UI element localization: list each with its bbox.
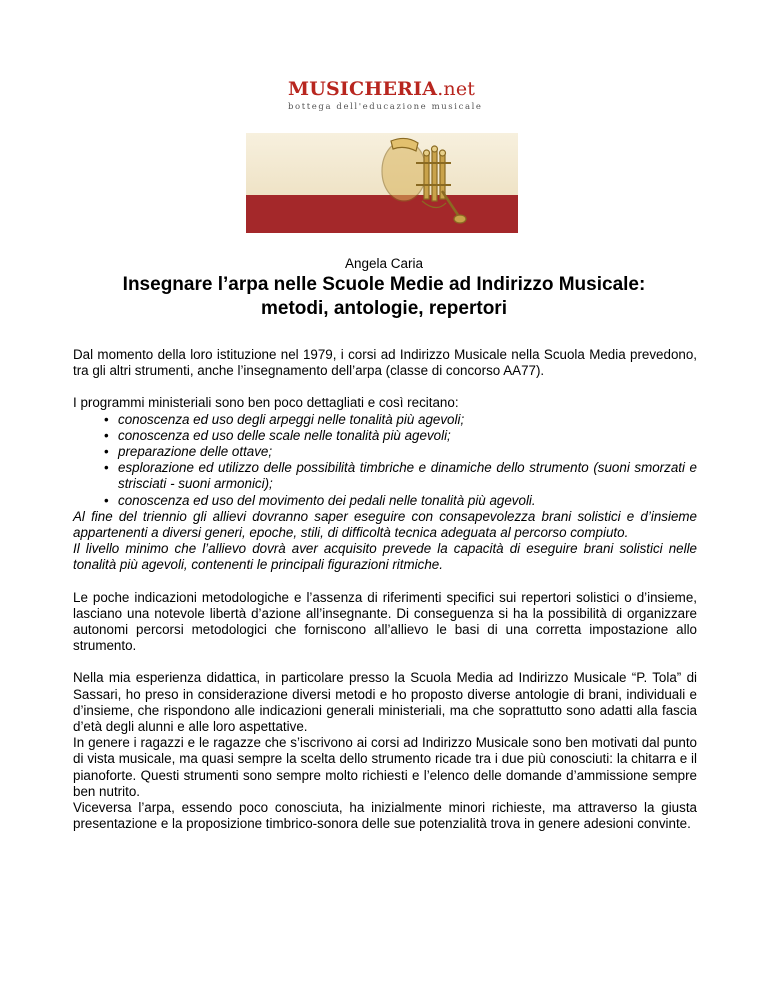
list-item: • conoscenza ed uso delle scale nelle tonalità più agevoli; (118, 428, 697, 444)
paragraph-ragazzi: In genere i ragazzi e le ragazze che s’iscrivono ai corsi ad Indirizzo Musicale sono ben motivati dal punto di vista musicale, ma quasi sempre la scelta dello strumento ricade tra i due più conosciuti: la chitarra e il pianoforte. Questi strumenti sono sempre molto richiesti e l’elenco delle domande d’ammissione sempre ben nutrito. (73, 735, 697, 799)
paragraph-triennio: Al fine del triennio gli allievi dovranno saper eseguire con consapevolezza brani solistici e d’insieme appartenenti a diversi generi, epoche, stili, di difficoltà tecnica adeguata al percorso compiuto. (73, 508, 697, 541)
title-line-2: metodi, antologie, repertori (261, 298, 507, 319)
trumpet-icon (246, 133, 518, 233)
paragraph-arpa: Viceversa l’arpa, essendo poco conosciuta, ha inizialmente minori richieste, ma attraverso la giusta presentazione e la proposizione timbrico-sonora delle sue potenzialità trova in genere adesioni convinte. (73, 800, 697, 832)
logo-brand: MUSICHERIA (288, 78, 438, 100)
title-line-1: Insegnare l’arpa nelle Scuole Medie ad Indirizzo Musicale: (122, 274, 646, 295)
paragraph-programs-intro: I programmi ministeriali sono ben poco dettagliati e così recitano: (73, 395, 459, 411)
paragraph-livello-minimo: Il livello minimo che l’allievo dovrà aver acquisito prevede la capacità di eseguire brani solistici nelle tonalità più agevoli, contenenti le principali figurazioni ritmiche. (73, 541, 697, 573)
paragraph-intro: Dal momento della loro istituzione nel 1979, i corsi ad Indirizzo Musicale nella Scuola Media prevedono, tra gli altri strumenti, anche l’insegnamento dell’arpa (classe di concorso AA77). (73, 347, 697, 379)
program-list (73, 412, 697, 509)
article-body (73, 347, 697, 832)
article-title (60, 273, 708, 321)
list-item: • conoscenza ed uso del movimento dei pedali nelle tonalità più agevoli. (118, 493, 697, 509)
logo-tld: .net (437, 78, 476, 100)
logo-title (288, 78, 480, 100)
logo-tagline: bottega dell'educazione musicale (288, 102, 483, 112)
list-item: • esplorazione ed utilizzo delle possibilità timbriche e dinamiche dello strumento (suoni smorzati e strisciati - suoni armonici); (118, 460, 697, 492)
paragraph-esperienza: Nella mia esperienza didattica, in particolare presso la Scuola Media ad Indirizzo Musicale “P. Tola” di Sassari, ho preso in considerazione diversi metodi e ho proposto diverse antologie di brani, individuali e d’insieme, che rispondono alle indicazioni generali ministeriali, ma che soprattutto sono adatti alla fascia d’età degli alunni e alle loro aspettative. (73, 670, 697, 735)
paragraph-indicazioni: Le poche indicazioni metodologiche e l’assenza di riferimenti specifici sui repertori solistici o d’insieme, lasciano una notevole libertà d’azione all’insegnante. Di conseguenza si ha la possibilità di organizzare autonomi percorsi metodologici che forniscono all’allievo le basi di una corretta impostazione allo strumento. (73, 589, 697, 654)
list-item: • conoscenza ed uso degli arpeggi nelle tonalità più agevoli; (118, 412, 697, 428)
author-name: Angela Caria (344, 256, 424, 271)
list-item: • preparazione delle ottave; (118, 444, 697, 460)
site-logo[interactable] (288, 78, 483, 112)
header-banner (246, 133, 518, 233)
